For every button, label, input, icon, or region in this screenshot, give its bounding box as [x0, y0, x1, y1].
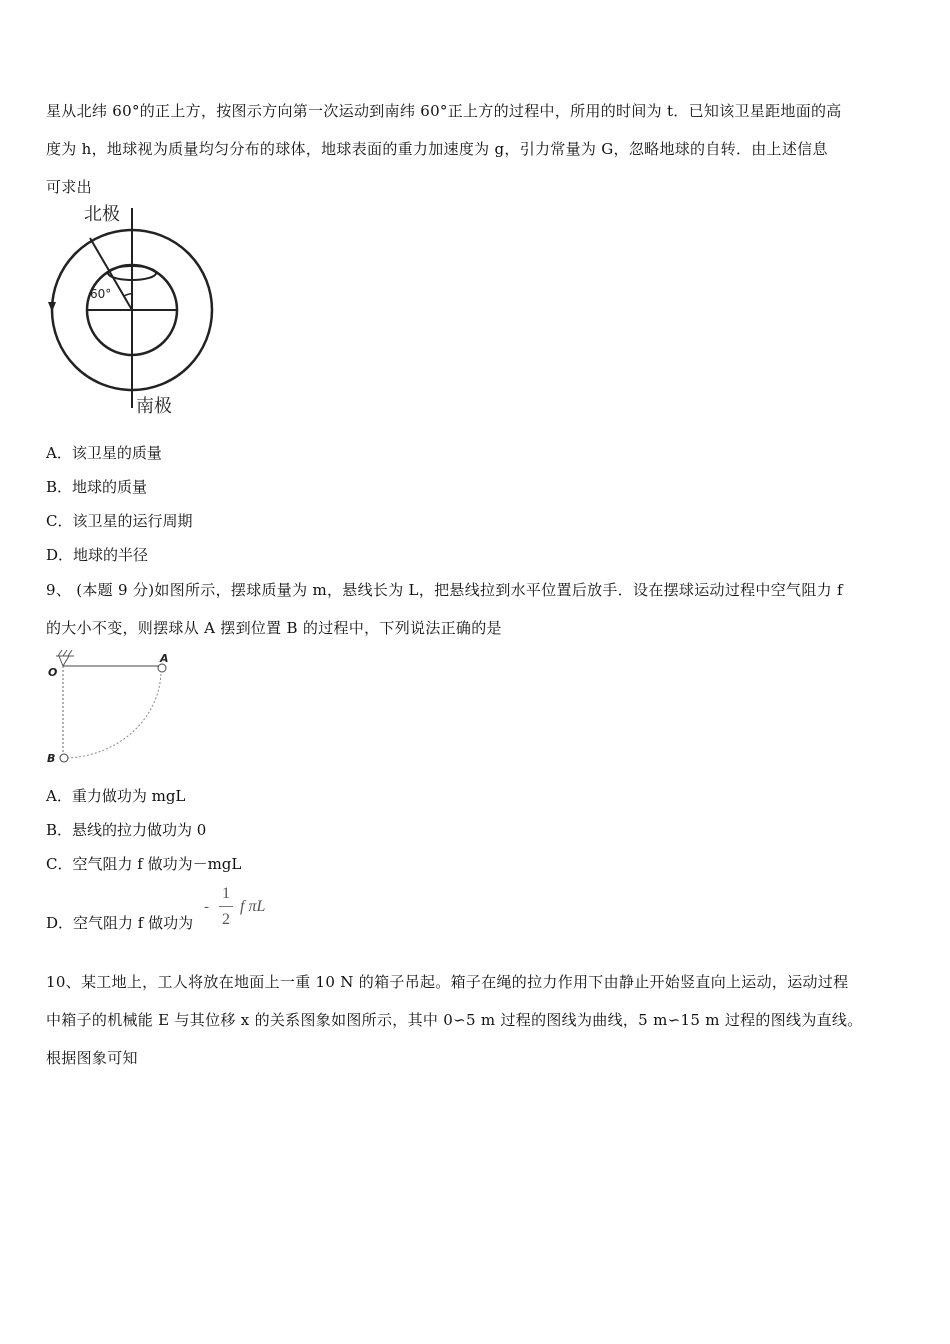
pivot-leg-right — [63, 656, 69, 666]
q9-option-d: D．空气阻力 f 做功为 — [46, 914, 194, 932]
pivot-leg-left — [59, 656, 63, 666]
q9-text-line-2: 的大小不变，则摆球从 A 摆到位置 B 的过程中，下列说法正确的是 — [46, 619, 502, 637]
formula-numerator: 1 — [222, 885, 230, 902]
q8-option-c: C．该卫星的运行周期 — [46, 512, 193, 530]
q10-text-line-1: 10、某工地上，工人将放在地面上一重 10 N 的箱子吊起。箱子在绳的拉力作用下由静止开始竖直向上运动，运动过程 — [46, 973, 849, 991]
fraction-bar — [219, 906, 233, 907]
angle-label: 60° — [90, 287, 112, 301]
q8-option-d: D．地球的半径 — [46, 546, 149, 564]
q9-option-a: A．重力做功为 mgL — [46, 787, 186, 805]
q9-text-line-1: 9、 (本题 9 分)如图所示，摆球质量为 m，悬线长为 L，把悬线拉到水平位置后放手．设在摆球运动过程中空气阻力 f — [46, 581, 843, 599]
q10-text-line-3: 根据图象可知 — [46, 1049, 138, 1067]
north-pole-label: 北极 — [84, 204, 120, 225]
ball-at-b — [60, 754, 68, 762]
hatch-mark — [68, 650, 72, 656]
option-d-formula — [204, 885, 284, 935]
earth-orbit-figure — [40, 200, 220, 425]
q8-text-line-3: 可求出 — [46, 178, 92, 196]
swing-arc — [67, 670, 161, 758]
q9-option-c: C．空气阻力 f 做功为－mgL — [46, 855, 242, 873]
orbit-direction-arrow — [48, 302, 56, 312]
angle-arc — [124, 294, 132, 296]
q10-text-line-2: 中箱子的机械能 E 与其位移 x 的关系图象如图所示，其中 0∽5 m 过程的图线为曲线，5 m∽15 m 过程的图线为直线。 — [46, 1011, 863, 1029]
q8-option-a: A．该卫星的质量 — [46, 444, 162, 462]
label-a: A — [160, 652, 169, 665]
q8-option-b: B．地球的质量 — [46, 478, 148, 496]
pendulum-figure — [44, 646, 174, 768]
formula-sign: - — [204, 899, 209, 915]
south-pole-label: 南极 — [136, 396, 172, 417]
q8-text-line-1: 星从北纬 60°的正上方，按图示方向第一次运动到南纬 60°正上方的过程中，所用的时间为 t．已知该卫星距地面的高 — [46, 102, 842, 120]
q9-option-b: B．悬线的拉力做功为 0 — [46, 821, 207, 839]
ball-at-a — [158, 664, 166, 672]
label-b: B — [47, 752, 56, 765]
label-o: O — [48, 666, 58, 679]
hatch-mark — [58, 650, 62, 656]
q8-text-line-2: 度为 h，地球视为质量均匀分布的球体，地球表面的重力加速度为 g，引力常量为 G，忽略地球的自转．由上述信息 — [46, 140, 828, 158]
formula-tail: f πL — [240, 898, 266, 915]
hatch-mark — [63, 650, 67, 656]
formula-denominator: 2 — [222, 911, 230, 928]
